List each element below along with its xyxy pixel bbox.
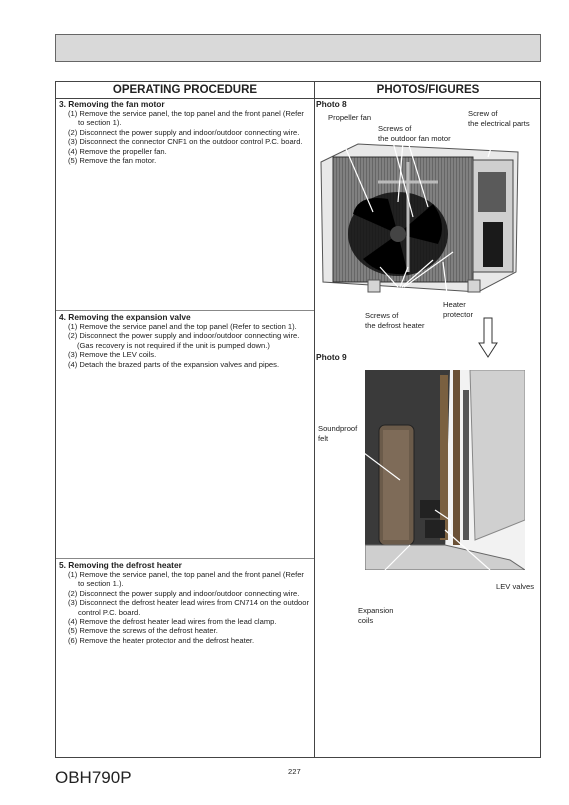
model-number: OBH790P [55, 768, 132, 787]
step: (1) Remove the service panel, the top panel and the front panel (Refer to section 1.). [68, 570, 304, 589]
section-title: 3. Removing the fan motor [59, 99, 165, 109]
label-screws-fan-motor-1: Screws of [378, 124, 412, 133]
step: (3) Remove the LEV coils. [68, 350, 157, 360]
label-screw-electrical-1: Screw of [468, 109, 498, 118]
step: (4) Remove the propeller fan. [68, 146, 167, 156]
column-header-procedure: OPERATING PROCEDURE [56, 82, 315, 99]
label-expansion-2: coils [358, 616, 374, 625]
column-divider [314, 98, 315, 757]
label-soundproof-1: Soundproof [318, 424, 358, 433]
row-divider [56, 310, 314, 311]
step-note: (Gas recovery is not required if the unit is pumped down.) [77, 340, 270, 350]
page-number: 227 [288, 767, 301, 776]
photo8-title: Photo 8 [316, 99, 347, 109]
step: (2) Disconnect the power supply and indoor/outdoor connecting wire. [68, 588, 300, 598]
step: (4) Detach the brazed parts of the expansion valves and pipes. [68, 359, 280, 369]
step: (5) Remove the fan motor. [68, 156, 157, 166]
photo8-outdoor-unit [318, 142, 523, 297]
label-soundproof-2: felt [318, 434, 329, 443]
section-title: 5. Removing the defrost heater [59, 560, 182, 570]
section-defrost-heater [59, 560, 311, 645]
column-header-photos: PHOTOS/FIGURES [315, 82, 541, 99]
label-heater-protector-1: Heater [443, 300, 466, 309]
label-screw-electrical-2: the electrical parts [468, 119, 530, 128]
step: (1) Remove the service panel and the top panel (Refer to section 1). [68, 322, 297, 331]
header-banner [55, 34, 541, 62]
label-heater-protector-2: protector [443, 310, 473, 319]
step: (3) Disconnect the defrost heater lead wires from CN714 on the outdoor control P.C. board. [68, 598, 310, 617]
photo9-title: Photo 9 [316, 352, 347, 362]
label-screws-fan-motor-2: the outdoor fan motor [378, 134, 451, 143]
step: (6) Remove the heater protector and the defrost heater. [68, 635, 255, 645]
label-screws-defrost-2: the defrost heater [365, 321, 425, 330]
row-divider [56, 558, 314, 559]
step: (5) Remove the screws of the defrost heater. [68, 626, 218, 636]
label-propeller-fan: Propeller fan [328, 113, 372, 122]
section-expansion-valve [59, 312, 311, 369]
section-title: 4. Removing the expansion valve [59, 312, 191, 322]
section-fan-motor [59, 99, 311, 165]
label-lev-valves: LEV valves [496, 582, 534, 591]
down-arrow-icon [478, 317, 498, 359]
step: (2) Disconnect the power supply and indoor/outdoor connecting wire. [68, 127, 300, 137]
label-expansion-1: Expansion [358, 606, 394, 615]
step: (2) Disconnect the power supply and indoor/outdoor connecting wire. [68, 331, 300, 341]
step: (3) Disconnect the connector CNF1 on the outdoor control P.C. board. [68, 137, 303, 147]
photo9-expansion-valve-area [365, 370, 525, 570]
step: (1) Remove the service panel, the top panel and the front panel (Refer to section 1). [68, 109, 304, 128]
label-screws-defrost-1: Screws of [365, 311, 399, 320]
step: (4) Remove the defrost heater lead wires from the lead clamp. [68, 617, 277, 627]
